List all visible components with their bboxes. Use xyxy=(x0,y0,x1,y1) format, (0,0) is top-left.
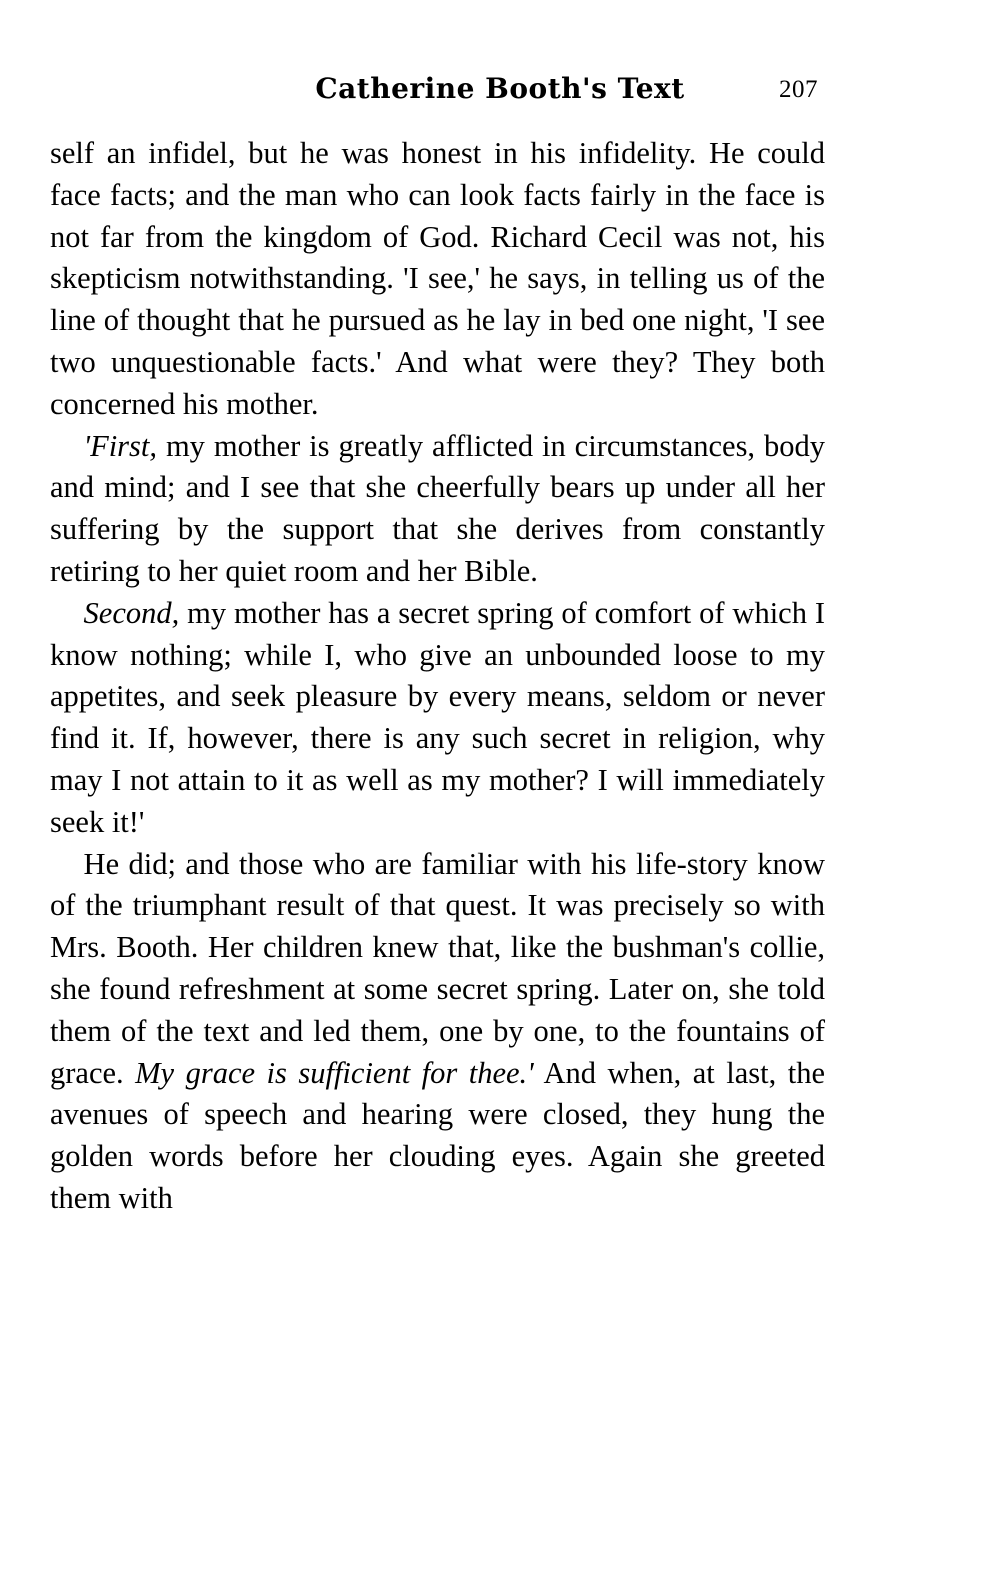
running-head-title: Catherine Booth's Text xyxy=(315,72,685,105)
paragraph-lead-italic: 'First, xyxy=(83,428,158,463)
paragraph-text: my mother is greatly afflicted in circumstances, body and mind; and I see that she cheerfully bears up under all her suffering by the support that she derives from constantly retiring to her quiet room and her Bible. xyxy=(50,428,825,588)
paragraph-text: And when, at last, the avenues of speech and hearing were closed, they hung the golden words before her clouding eyes. Again she greeted them with xyxy=(50,1055,825,1215)
paragraph-text: He did; and those who are familiar with his life-story know of the triumphant result of that quest. It was precisely so with Mrs. Booth. Her children knew that, like the bushman's collie, she found refreshment at some secret spring. Later on, she told them of the text and led them, one by one, to the fountains of grace. xyxy=(50,846,825,1090)
paragraph: self an infidel, but he was honest in his infidelity. He could face facts; and the man who can look facts fairly in the face is not far from the kingdom of God. Richard Cecil was not, his skepticism notwithstanding. 'I see,' he says, in telling us of the line of thought that he pursued as he lay in bed one night, 'I see two unquestionable facts.' And what were they? They both concerned his mother. xyxy=(50,136,825,421)
body-text xyxy=(50,133,825,1220)
paragraph-lead-italic: Second, xyxy=(83,595,180,630)
paragraph xyxy=(50,426,825,593)
page-number: 207 xyxy=(779,76,818,103)
paragraph-text: my mother has a secret spring of comfort of which I know nothing; while I, who give an unbounded loose to my appetites, and seek pleasure by every means, seldom or never find it. If, however, there is any such secret in religion, why may I not attain to it as well as my mother? I will immediately seek it!' xyxy=(50,595,825,839)
paragraph xyxy=(50,844,825,1220)
paragraph xyxy=(50,593,825,844)
scripture-quote: My grace is sufficient for thee.' xyxy=(135,1055,534,1090)
